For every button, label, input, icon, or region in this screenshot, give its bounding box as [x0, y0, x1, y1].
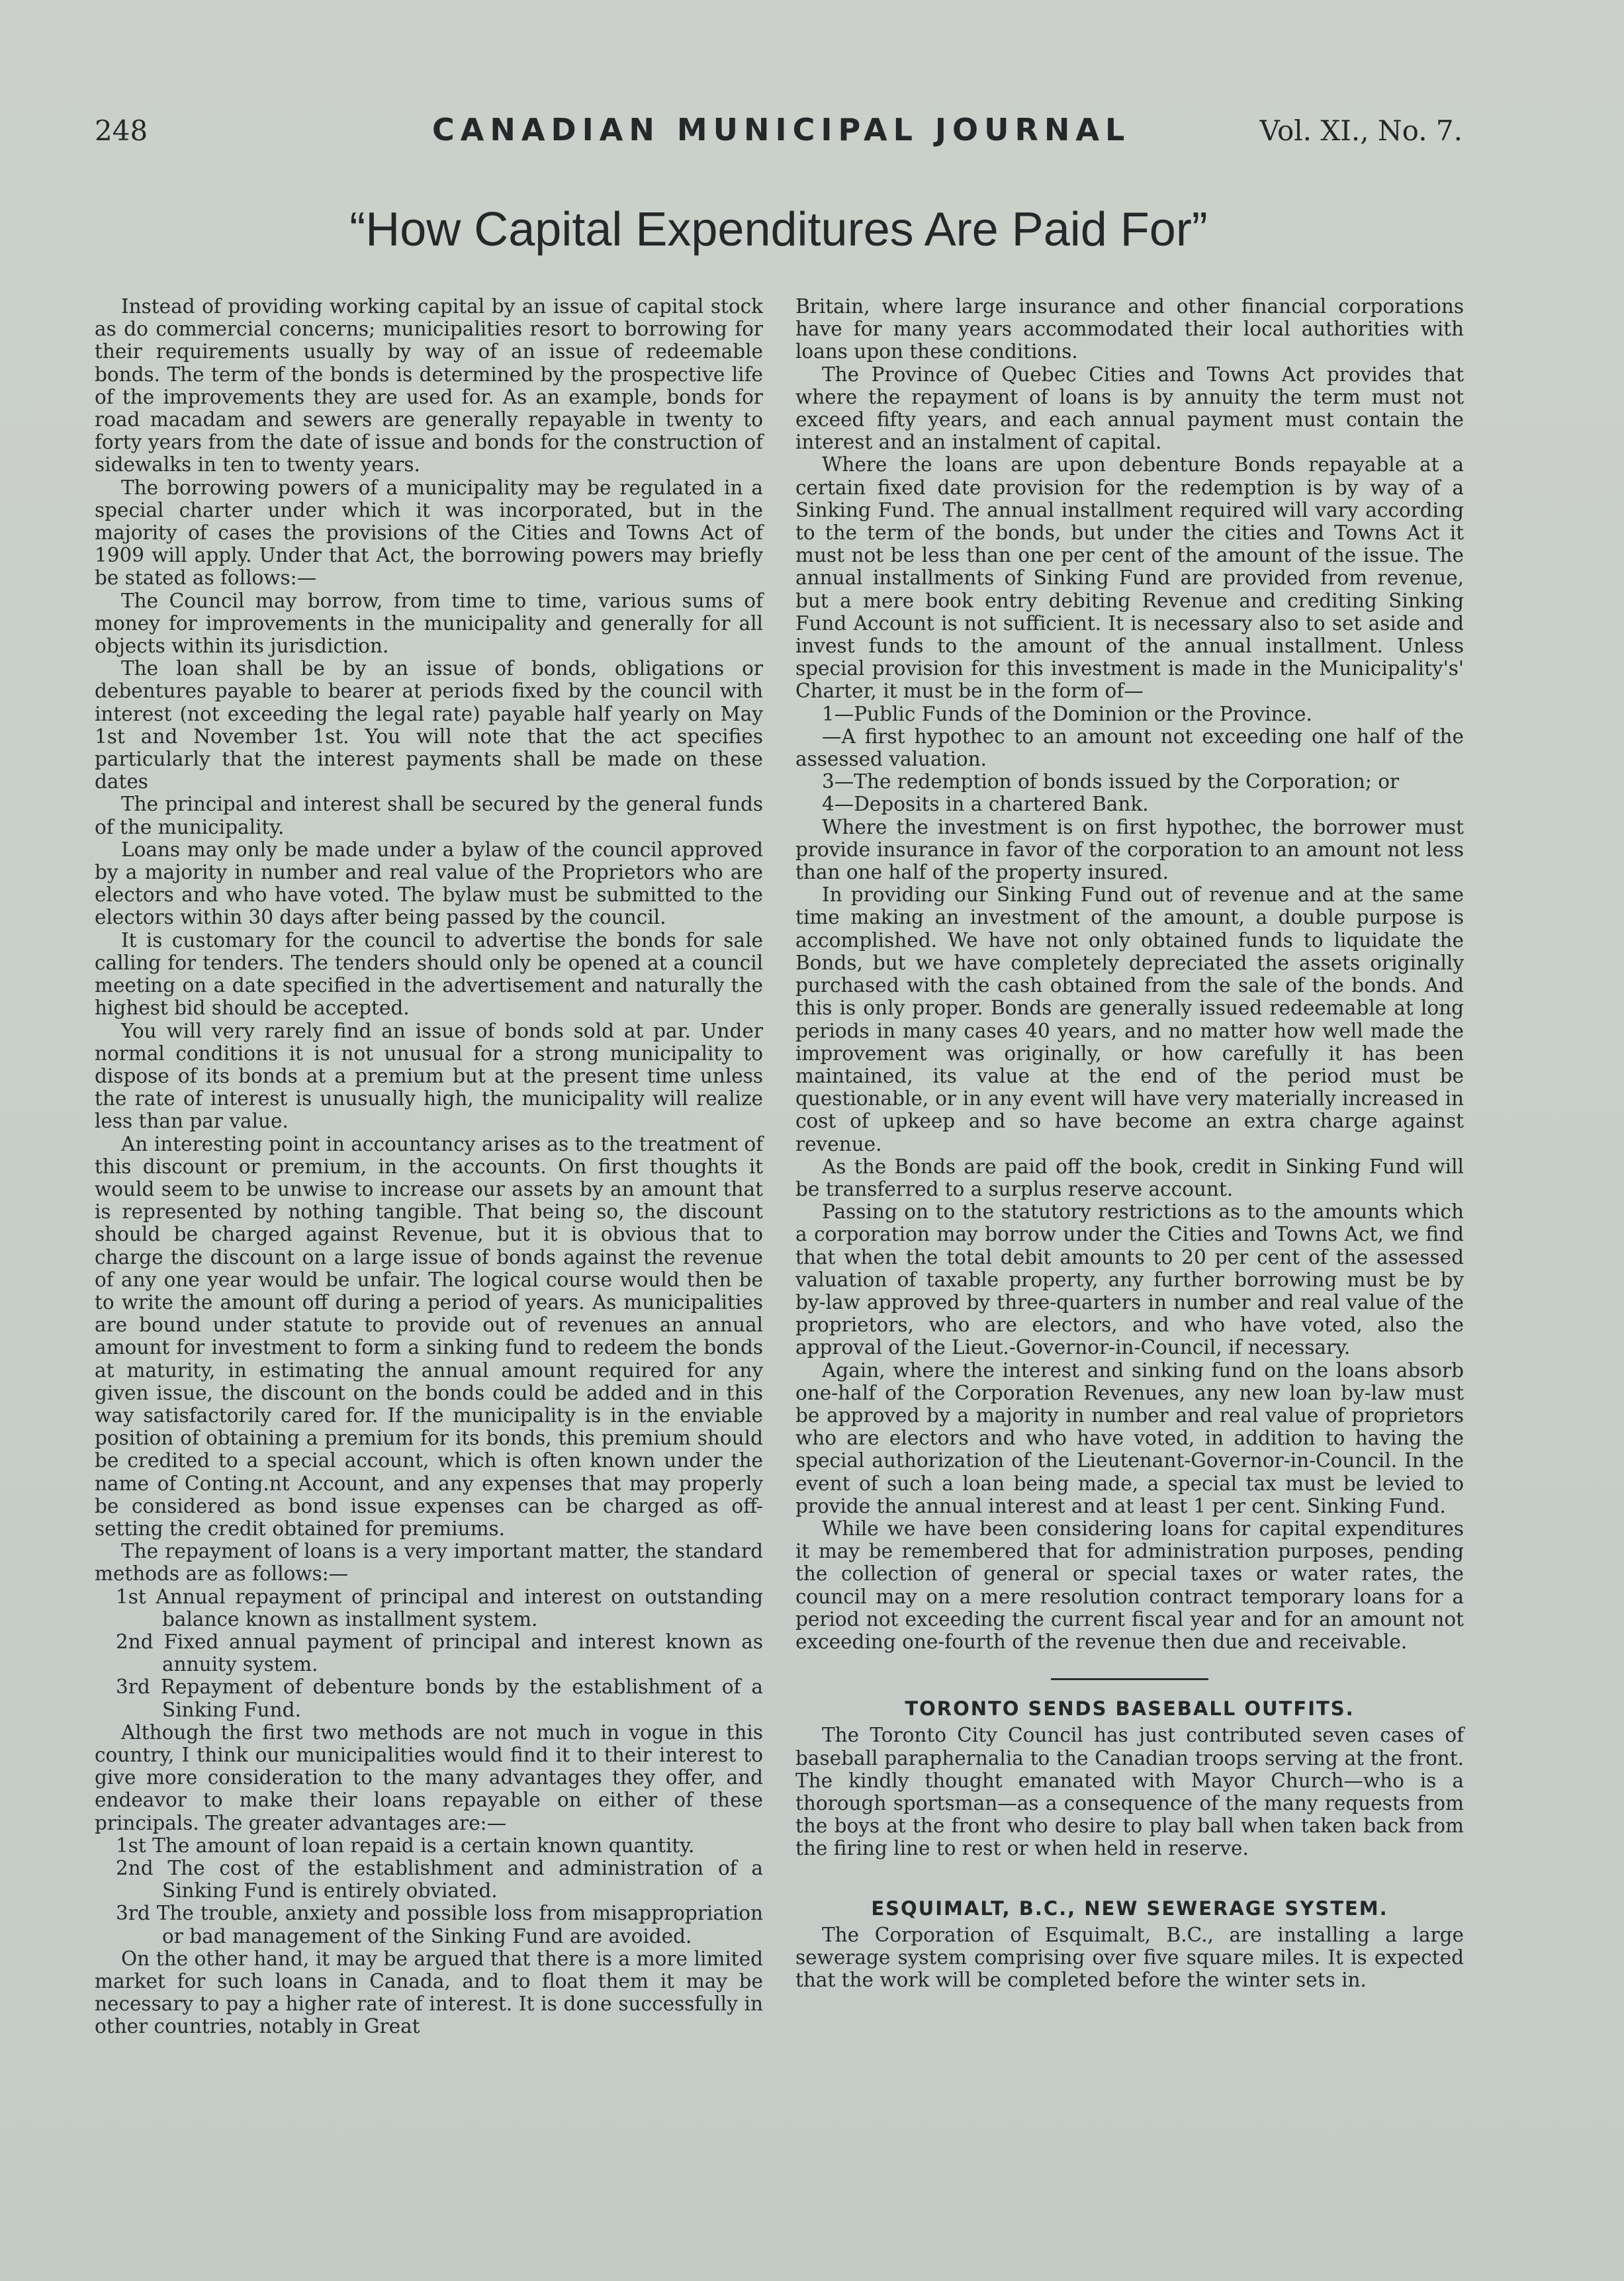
paragraph: The borrowing powers of a municipality may be regulated in a special charter under which it was incorporated, but in the majority of cases the provisions of the Cities and Towns Act of 1909 will apply. Under that Act, the borrowing powers may briefly be stated as follows:—	[95, 476, 763, 590]
paragraph: The Council may borrow, from time to time, various sums of money for improvements in the municipality and generally for all objects within its jurisdiction.	[95, 589, 763, 658]
list-item: 1—Public Funds of the Dominion or the Province.	[822, 702, 1312, 725]
left-column	[95, 295, 763, 2038]
paragraph: It is customary for the council to advertise the bonds for sale calling for tenders. The tenders should only be opened at a council meeting on a date specified in the advertisement and naturally the highest bid should be accepted.	[95, 928, 763, 1020]
advantages-list	[95, 1834, 763, 1947]
paragraph: Where the loans are upon debenture Bonds repayable at a certain fixed date provision for the redemption is by way of a Sinking Fund. The annual installment required will vary according to the term of the bonds, but under the cities and Towns Act it must not be less than one per cent of the amount of the issue. The annual installments of Sinking Fund are provided from revenue, but a mere book entry debiting Revenue and crediting Sinking Fund Account is not sufficient. It is necessary also to set aside and invest funds to the amount of the annual installment. Unless special provision for this investment is made in the Municipality's' Charter, it must be in the form of—	[795, 453, 1464, 703]
paragraph: Passing on to the statutory restrictions as to the amounts which a corporation may borrow under the Cities and Towns Act, we find that when the total debit amounts to 20 per cent of the assessed valuation of taxable property, any further borrowing must be by by-law approved by three-quarters in number and real value of the proprietors, who are electors, and who have voted, also the approval of the Lieut.-Governor-in-Council, if necessary.	[795, 1200, 1464, 1359]
list-item: 3rd The trouble, anxiety and possible loss from misappropriation or bad management of the Sinking Fund are avoided.	[116, 1902, 763, 1947]
list-item: 4—Deposits in a chartered Bank.	[822, 793, 1149, 816]
investment-forms-list	[795, 703, 1464, 816]
paragraph: As the Bonds are paid off the book, credit in Sinking Fund will be transferred to a surplus reserve account.	[795, 1155, 1464, 1200]
news-body: The Toronto City Council has just contributed seven cases of baseball paraphernalia to the Canadian troops serving at the front. The kindly thought emanated with Mayor Church—who is a thorough sportsman—as a consequence of the many requests from the boys at the front who desire to play ball when taken back from the firing line to rest or when held in reserve.	[795, 1724, 1464, 1860]
list-item: 3—The redemption of bonds issued by the Corporation; or	[822, 770, 1400, 793]
paragraph: Loans may only be made under a bylaw of the council approved by a majority in number and real value of the Proprietors who are electors and who have voted. The bylaw must be submitted to the electors within 30 days after being passed by the council.	[95, 838, 763, 929]
paragraph: An interesting point in accountancy arises as to the treatment of this discount or premium, in the accounts. On first thoughts it would seem to be unwise to increase our assets by an amount that is represented by nothing tangible. That being so, the discount should be charged against Revenue, but it is obvious that to charge the discount on a large issue of bonds against the revenue of any one year would be unfair. The logical course would then be to write the amount off during a period of years. As municipalities are bound under statute to provide out of revenues an annual amount for investment to form a sinking fund to redeem the bonds at maturity, in estimating the annual amount required for any given issue, the discount on the bonds could be added and in this way satisfactorily cared for. If the municipality is in the enviable position of obtaining a premium for its bonds, this premium should be credited to a special account, which is often known under the name of Conting.nt Account, and any expenses that may properly be considered as bond issue expenses can be charged as off-setting the credit obtained for premiums.	[95, 1132, 763, 1540]
paragraph: Although the first two methods are not much in vogue in this country, I think our municipalities would find it to their interest to give more consideration to the many advantages they offer, and endeavor to make their loans repayable on either of these principals. The greater advantages are:—	[95, 1721, 763, 1834]
paragraph: Again, where the interest and sinking fund on the loans absorb one-half of the Corporation Revenues, any new loan by-law must be approved by a majority in number and real value of proprietors who are electors and who have voted, in addition to having the special authorization of the Lieutenant-Governor-in-Council. In the event of such a loan being made, a special tax must be levied to provide the annual interest and at least 1 per cent. Sinking Fund.	[795, 1359, 1464, 1517]
list-item: 1st The amount of loan repaid is a certain known quantity.	[116, 1834, 695, 1857]
list-item: 1st Annual repayment of principal and interest on outstanding balance known as installment system.	[116, 1585, 763, 1631]
issue-label: Vol. XI., No. 7.	[1259, 114, 1463, 147]
paragraph: While we have been considering loans for capital expenditures it may be remembered that for administration purposes, pending the collection of general or special taxes or water rates, the council may on a mere resolution contract temporary loans for a period not exceeding the current fiscal year and for an amount not exceeding one-fourth of the revenue then due and receivable.	[795, 1517, 1464, 1653]
right-column	[795, 295, 1464, 1991]
paragraph: The loan shall be by an issue of bonds, obligations or debentures payable to bearer at periods fixed by the council with interest (not exceeding the legal rate) payable half yearly on May 1st and November 1st. You will note that the act specifies particularly that the interest payments shall be made on these dates	[95, 657, 763, 793]
paragraph: On the other hand, it may be argued that there is a more limited market for such loans in Canada, and to float them it may be necessary to pay a higher rate of interest. It is done successfully in other countries, notably in Great	[95, 1947, 763, 2038]
paragraph: In providing our Sinking Fund out of revenue and at the same time making an investment of the amount, a double purpose is accomplished. We have not only obtained funds to liquidate the Bonds, but we have completely depreciated the assets originally purchased with the cash obtained from the sale of the bonds. And this is only proper. Bonds are generally issued redeemable at long periods in many cases 40 years, and no matter how well made the improvement was originally, or how carefully it has been maintained, its value at the end of the period must be questionable, or in any event will have very materially increased in cost of upkeep and so have become an extra charge against revenue.	[795, 883, 1464, 1155]
list-item: 2nd Fixed annual payment of principal and interest known as annuity system.	[116, 1630, 763, 1676]
paragraph: Instead of providing working capital by an issue of capital stock as do commercial concerns; municipalities resort to borrowing for their requirements usually by way of an issue of redeemable bonds. The term of the bonds is determined by the prospective life of the improvements they are used for. As an example, bonds for road macadam and sewers are generally repayable in twenty to forty years from the date of issue and bonds for the construction of sidewalks in ten to twenty years.	[95, 295, 763, 476]
paragraph: Britain, where large insurance and other financial corporations have for many years accommodated their local authorities with loans upon these conditions.	[795, 295, 1464, 363]
list-item: 2nd The cost of the establishment and administration of a Sinking Fund is entirely obviated.	[116, 1857, 763, 1902]
list-item: —A first hypothec to an amount not exceeding one half of the assessed valuation.	[795, 725, 1464, 771]
journal-title: CANADIAN MUNICIPAL JOURNAL	[432, 112, 1131, 148]
news-heading: ESQUIMALT, B.C., NEW SEWERAGE SYSTEM.	[871, 1897, 1388, 1920]
paragraph: Where the investment is on first hypothec, the borrower must provide insurance in favor of the corporation to an amount not less than one half of the property insured.	[795, 815, 1464, 884]
paragraph: The principal and interest shall be secured by the general funds of the municipality.	[95, 793, 763, 838]
news-body: The Corporation of Esquimalt, B.C., are installing a large sewerage system comprising over five square miles. It is expected that the work will be completed before the winter sets in.	[795, 1923, 1464, 1992]
running-head	[95, 109, 1463, 156]
paragraph: You will very rarely find an issue of bonds sold at par. Under normal conditions it is not unusual for a strong municipality to dispose of its bonds at a premium but at the present time unless the rate of interest is unusually high, the municipality will realize less than par value.	[95, 1019, 763, 1133]
paragraph: The repayment of loans is a very important matter, the standard methods are as follows:—	[95, 1540, 763, 1586]
page-number: 248	[95, 114, 148, 147]
repayment-methods-list	[95, 1586, 763, 1721]
article-title: “How Capital Expenditures Are Paid For”	[349, 203, 1208, 256]
paragraph: The Province of Quebec Cities and Towns Act provides that where the repayment of loans is by annuity the term must not exceed fifty years, and each annual payment must contain the interest and an instalment of capital.	[795, 363, 1464, 454]
news-heading: TORONTO SENDS BASEBALL OUTFITS.	[905, 1697, 1355, 1721]
list-item: 3rd Repayment of debenture bonds by the establishment of a Sinking Fund.	[116, 1676, 763, 1721]
section-divider	[1051, 1678, 1208, 1680]
